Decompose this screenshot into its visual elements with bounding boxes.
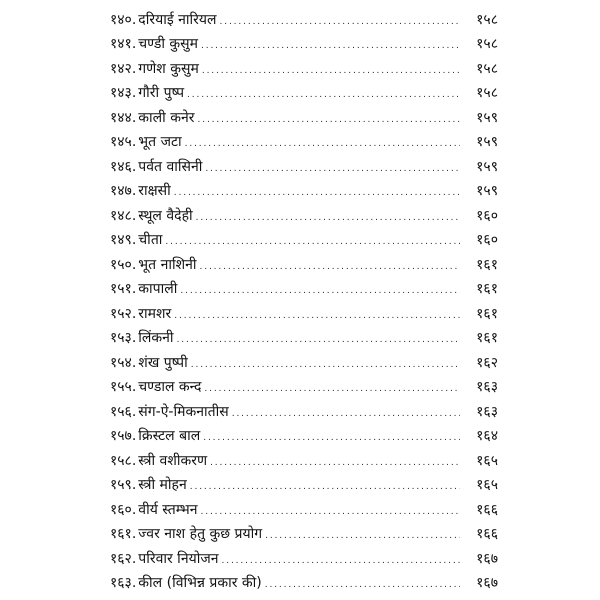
- toc-entry: [110, 470, 498, 495]
- entry-title: गणेश कुसुम: [138, 60, 199, 77]
- dot-leader: [180, 280, 460, 298]
- entry-title: शंख पुष्पी: [138, 354, 188, 371]
- entry-page: १५९: [476, 134, 498, 150]
- entry-page: १६५: [476, 452, 498, 469]
- entry-title: राक्षसी: [138, 183, 171, 199]
- dot-leader: [165, 231, 460, 249]
- toc-entry: [110, 127, 498, 152]
- toc-entry: [110, 53, 498, 78]
- entry-title: चण्डी कुसुम: [138, 36, 198, 52]
- dot-leader: [232, 403, 460, 421]
- toc-entry: [110, 519, 498, 544]
- entry-title: चीता: [138, 232, 163, 248]
- toc-entry: [110, 396, 498, 421]
- dot-leader: [196, 207, 460, 225]
- entry-page: १५९: [476, 158, 498, 175]
- toc-entry: [110, 298, 498, 323]
- dot-leader: [265, 574, 460, 592]
- entry-number: १६१.: [110, 526, 137, 542]
- dot-leader: [205, 158, 460, 176]
- toc-entry: [110, 78, 498, 103]
- entry-page: १६१: [476, 330, 498, 346]
- entry-page: १६१: [476, 256, 498, 273]
- dot-leader: [185, 133, 460, 151]
- entry-title: कील (विभिन्न प्रकार की): [138, 575, 262, 591]
- entry-number: १५३.: [110, 330, 137, 346]
- entry-title: भूत नाशिनी: [138, 256, 197, 273]
- entry-page: १६०: [476, 207, 498, 224]
- dot-leader: [201, 35, 460, 53]
- table-of-contents: [110, 4, 498, 592]
- entry-page: १६२: [476, 354, 498, 371]
- entry-title: दरियाई नारियल: [138, 11, 217, 28]
- entry-title: स्त्री मोहन: [138, 477, 187, 493]
- entry-page: १६६: [476, 501, 498, 518]
- entry-page: १६७: [476, 575, 498, 591]
- toc-entry: [110, 445, 498, 470]
- entry-title: पर्वत वासिनी: [138, 158, 203, 175]
- entry-title: काली कनेर: [138, 109, 195, 126]
- entry-number: १४५.: [110, 134, 137, 150]
- entry-number: १४९.: [110, 232, 137, 248]
- entry-number: १५४.: [110, 354, 137, 371]
- dot-leader: [222, 550, 461, 568]
- dot-leader: [187, 84, 460, 102]
- entry-number: १५८.: [110, 452, 137, 469]
- entry-page: १६५: [476, 477, 498, 493]
- toc-entry: [110, 225, 498, 250]
- entry-title: परिवार नियोजन: [138, 550, 219, 567]
- entry-title: स्त्री वशीकरण: [138, 452, 208, 469]
- entry-number: १५९.: [110, 477, 137, 493]
- dot-leader: [191, 354, 460, 372]
- entry-title: लिंकनी: [138, 330, 174, 346]
- entry-page: १६४: [476, 428, 498, 444]
- entry-number: १५१.: [110, 281, 137, 297]
- entry-title: कापाली: [138, 281, 178, 297]
- entry-page: १५८: [476, 36, 498, 52]
- toc-entry: [110, 102, 498, 127]
- entry-page: १६१: [476, 305, 498, 322]
- entry-page: १६७: [476, 550, 498, 567]
- entry-title: क्रिस्टल बाल: [138, 428, 201, 444]
- entry-title: भूत जटा: [138, 134, 182, 150]
- toc-entry: [110, 249, 498, 274]
- entry-page: १६३: [476, 379, 498, 395]
- entry-number: १६२.: [110, 550, 137, 567]
- dot-leader: [203, 427, 460, 445]
- entry-page: १५८: [476, 60, 498, 77]
- dot-leader: [190, 476, 460, 494]
- toc-entry: [110, 200, 498, 225]
- entry-title: ज्वर नाश हेतु कुछ प्रयोग: [138, 526, 263, 542]
- entry-number: १५२.: [110, 305, 137, 322]
- entry-page: १५८: [476, 85, 498, 101]
- entry-title: वीर्य स्तम्भन: [138, 501, 198, 518]
- dot-leader: [200, 256, 460, 274]
- entry-page: १६६: [476, 526, 498, 542]
- entry-page: १६१: [476, 281, 498, 297]
- entry-number: १४७.: [110, 183, 137, 199]
- dot-leader: [265, 525, 460, 543]
- entry-page: १६०: [476, 232, 498, 248]
- entry-page: १६३: [476, 403, 498, 420]
- entry-number: १४१.: [110, 36, 137, 52]
- toc-entry: [110, 543, 498, 568]
- dot-leader: [204, 378, 460, 396]
- toc-entry: [110, 421, 498, 446]
- dot-leader: [220, 11, 460, 29]
- entry-number: १४८.: [110, 207, 137, 224]
- dot-leader: [174, 182, 460, 200]
- toc-entry: [110, 4, 498, 29]
- toc-entry: [110, 274, 498, 299]
- dot-leader: [177, 329, 460, 347]
- entry-number: १४६.: [110, 158, 137, 175]
- entry-number: १५५.: [110, 379, 137, 395]
- dot-leader: [210, 452, 460, 470]
- entry-number: १४३.: [110, 85, 137, 101]
- entry-title: चण्डाल कन्द: [138, 379, 202, 395]
- entry-number: १४२.: [110, 60, 137, 77]
- toc-entry: [110, 347, 498, 372]
- toc-entry: [110, 29, 498, 54]
- entry-number: १६०.: [110, 501, 137, 518]
- entry-number: १५०.: [110, 256, 137, 273]
- dot-leader: [174, 305, 460, 323]
- entry-number: १५७.: [110, 428, 137, 444]
- entry-number: १४०.: [110, 11, 137, 28]
- toc-entry: [110, 151, 498, 176]
- entry-page: १५८: [476, 11, 498, 28]
- entry-number: १५६.: [110, 403, 137, 420]
- entry-page: १५९: [476, 183, 498, 199]
- entry-number: १६३.: [110, 575, 137, 591]
- entry-title: गौरी पुष्प: [138, 85, 185, 101]
- entry-number: १४४.: [110, 109, 137, 126]
- entry-title: स्थूल वैदेही: [138, 207, 193, 224]
- entry-title: रामशर: [138, 305, 172, 322]
- toc-entry: [110, 323, 498, 348]
- toc-entry: [110, 568, 498, 593]
- toc-entry: [110, 494, 498, 519]
- dot-leader: [202, 60, 460, 78]
- dot-leader: [201, 501, 460, 519]
- toc-entry: [110, 372, 498, 397]
- toc-entry: [110, 176, 498, 201]
- entry-title: संग-ऐ-मिकनातीस: [138, 403, 229, 420]
- dot-leader: [198, 109, 461, 127]
- entry-page: १५९: [476, 109, 498, 126]
